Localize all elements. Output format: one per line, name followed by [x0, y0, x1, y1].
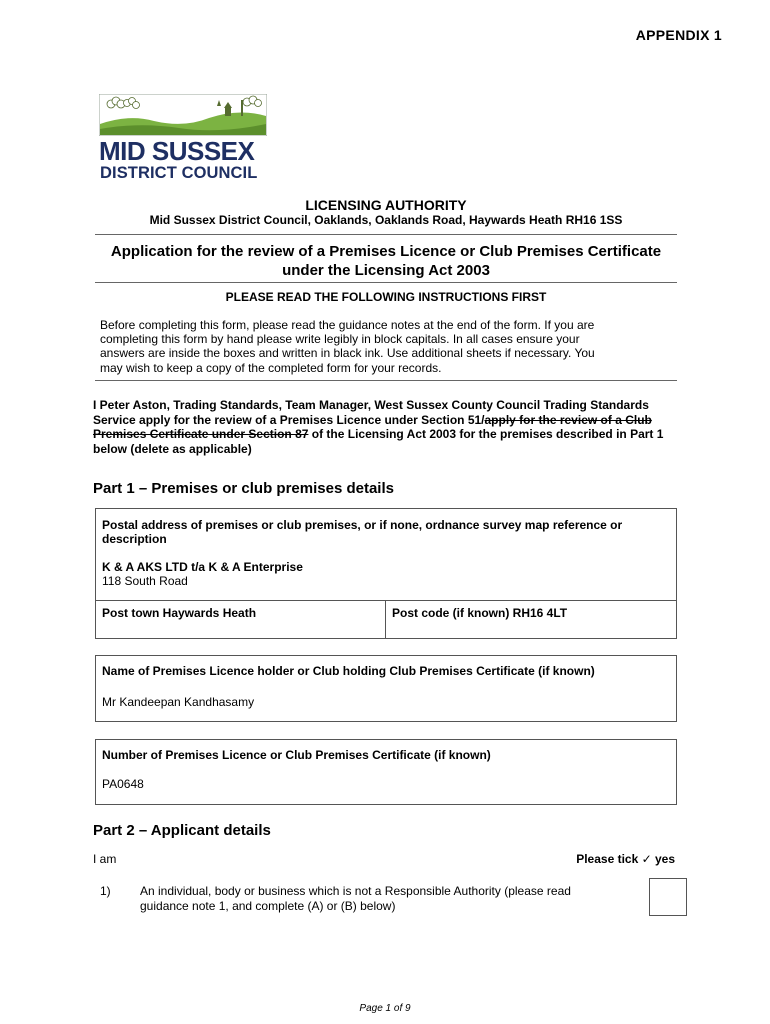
form-title-line2: under the Licensing Act 2003 — [282, 262, 490, 279]
option-text-line: An individual, body or business which is not a Responsible Authority (please read — [140, 884, 571, 898]
i-am-label: I am — [93, 852, 117, 866]
declaration-struck-text: apply for the review of a Club Premises Certificate under Section 87 — [93, 412, 652, 441]
post-code-field: Post code (if known) RH16 4LT — [392, 606, 568, 620]
authority-address: Mid Sussex District Council, Oaklands, Oaklands Road, Haywards Heath RH16 1SS — [149, 213, 623, 227]
divider — [385, 600, 386, 638]
instructions-line: answers are inside the boxes and written in black ink. Use additional sheets if necessary. You — [100, 346, 595, 361]
instructions-line: may wish to keep a copy of the completed form for your records. — [100, 360, 442, 375]
premises-address-label: Postal address of premises or club premises, or if none, ordnance survey map reference or description — [102, 518, 623, 546]
logo-text-line2: DISTRICT COUNCIL — [100, 164, 258, 182]
licence-number-box[interactable] — [95, 739, 677, 805]
form-title — [95, 242, 677, 280]
form-title-line1: Application for the review of a Premises Licence or Club Premises Certificate — [110, 243, 662, 260]
premises-street: 118 South Road — [102, 574, 188, 588]
premises-business-name: K & A AKS LTD t/a K & A Enterprise — [102, 560, 303, 574]
instructions-line: Before completing this form, please read the guidance notes at the end of the form. If you are — [100, 318, 595, 332]
tick-instruction: Please tick ✓ yes — [576, 852, 675, 866]
council-logo — [99, 94, 269, 186]
part2-heading: Part 2 – Applicant details — [93, 822, 271, 839]
licence-number-label: Number of Premises Licence or Club Premises Certificate (if known) — [102, 748, 491, 762]
declaration-text-end: of the Licensing Act 2003 for the premises described in Part 1 below (delete as applicable) — [93, 427, 664, 456]
logo-landscape-image — [99, 94, 267, 136]
divider — [95, 380, 677, 381]
appendix-label: APPENDIX 1 — [635, 27, 722, 43]
item-number: 1) — [100, 884, 111, 898]
premises-address-box[interactable] — [95, 508, 677, 639]
licence-holder-box[interactable] — [95, 655, 677, 722]
page-number: Page 1 of 9 — [359, 1003, 411, 1014]
declaration-text: I Peter Aston, Trading Standards, Team Manager, West Sussex County Council Trading Standards Service apply for the review of a Premises Licence under Section 51/ — [93, 398, 649, 427]
part1-heading: Part 1 – Premises or club premises details — [93, 480, 394, 497]
instructions-text — [100, 318, 670, 375]
instructions-heading: PLEASE READ THE FOLLOWING INSTRUCTIONS FIRST — [225, 290, 547, 304]
applicant-type-checkbox[interactable] — [649, 878, 687, 916]
option-text-line: guidance note 1, and complete (A) or (B) below) — [140, 898, 396, 913]
divider — [95, 234, 677, 235]
logo-text-line1: MID SUSSEX — [99, 136, 255, 166]
applicant-declaration — [93, 398, 683, 456]
licence-holder-value: Mr Kandeepan Kandhasamy — [102, 695, 255, 709]
divider — [96, 600, 676, 601]
licence-number-value: PA0648 — [102, 777, 144, 791]
licence-holder-label: Name of Premises Licence holder or Club holding Club Premises Certificate (if known) — [102, 664, 595, 678]
post-town-field: Post town Haywards Heath — [102, 606, 257, 620]
instructions-line: completing this form by hand please write legibly in block capitals. In all cases ensure your — [100, 332, 580, 347]
applicant-type-option — [140, 884, 630, 913]
divider — [95, 282, 677, 283]
authority-heading: LICENSING AUTHORITY — [305, 197, 467, 213]
